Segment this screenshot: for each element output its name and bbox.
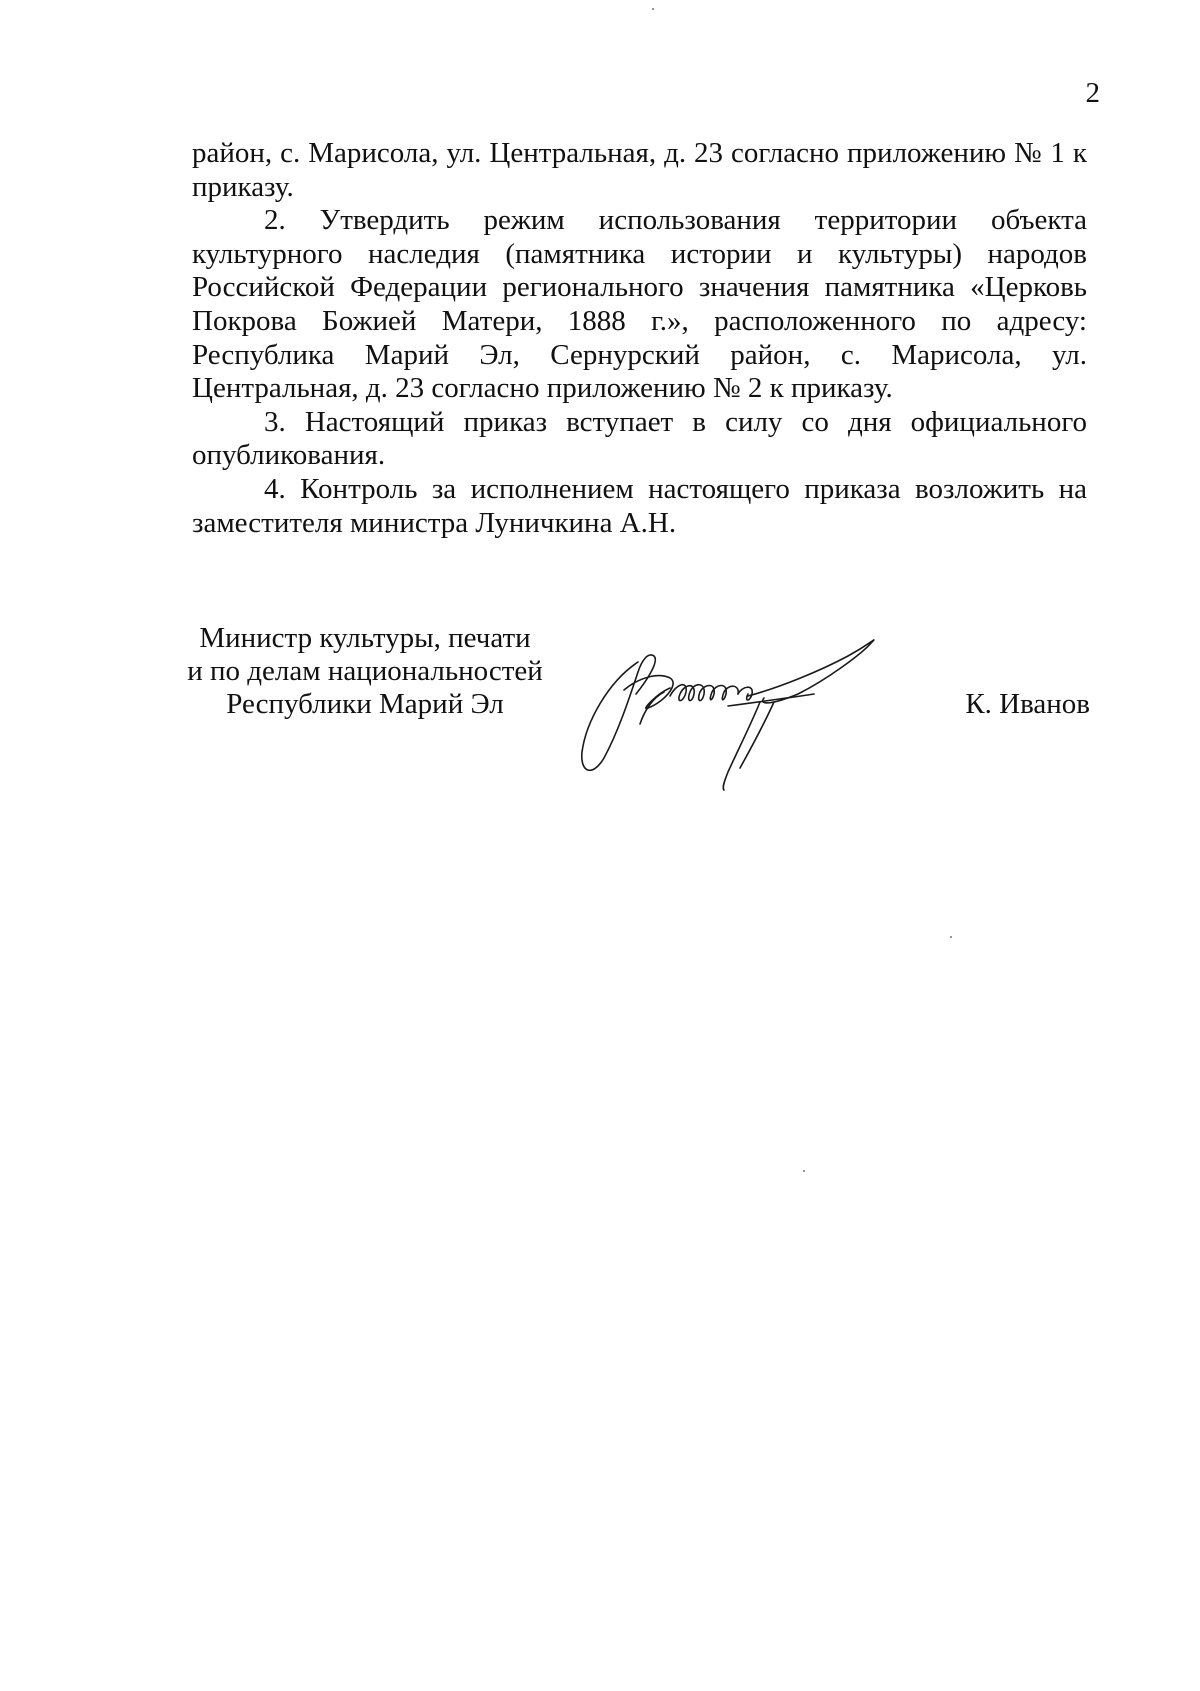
paragraph-item-2: 2. Утвердить режим использования территории объекта культурного наследия (памятника истории и культуры) народов Российской Федерации регионального значения памятника «Церковь Покрова Божией Матери, 1888 г.», расположенного по адресу: Республика Марий Эл, Сернурский район, с. Марисола, ул. Центральная, д. 23 согласно приложению № 2 к приказу. — [192, 204, 1087, 405]
paragraph-continuation: район, с. Марисола, ул. Центральная, д. 23 согласно приложению № 1 к приказу. — [192, 137, 1087, 203]
signer-position-line: Республики Марий Эл — [226, 688, 504, 720]
page-number: 2 — [1085, 77, 1100, 109]
paragraph-item-4: 4. Контроль за исполнением настоящего приказа возложить на заместителя министра Луничкина А.Н. — [192, 472, 1087, 539]
scan-speck — [803, 1170, 805, 1172]
scan-speck — [950, 936, 952, 938]
scan-speck — [652, 8, 654, 10]
signer-position — [180, 622, 550, 721]
signer-name: К. Иванов — [965, 688, 1090, 720]
handwritten-signature — [578, 632, 918, 792]
paragraph-item-3: 3. Настоящий приказ вступает в силу со дня официального опубликования. — [192, 405, 1087, 472]
signer-position-line: Министр культуры, печати — [199, 622, 531, 654]
document-body — [192, 137, 1087, 540]
signer-position-line: и по делам национальностей — [187, 655, 543, 687]
